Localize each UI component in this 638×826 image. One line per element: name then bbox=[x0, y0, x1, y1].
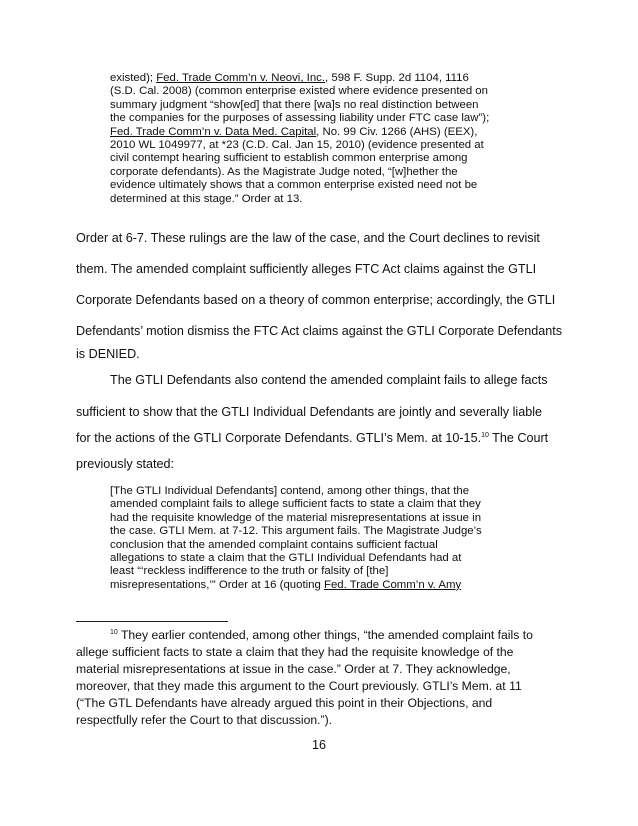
quote-line: conclusion that the amended complaint contains sufficient factual bbox=[110, 538, 438, 551]
footnote-line: respectfully refer the Court to that discussion.”). bbox=[76, 713, 333, 727]
quote-line: 2010 WL 1049977, at *23 (C.D. Cal. Jan 15, 2010) (evidence presented at bbox=[110, 139, 484, 152]
block-quote-1 bbox=[110, 72, 529, 206]
body-line: Order at 6-7. These rulings are the law of the case, and the Court declines to revisit bbox=[76, 231, 540, 245]
quote-line: (S.D. Cal. 2008) (common enterprise existed where evidence presented on bbox=[110, 85, 488, 98]
body-line: previously stated: bbox=[76, 457, 175, 471]
case-citation: Fed. Trade Comm’n v. Amy bbox=[324, 578, 462, 591]
body-line: The GTLI Defendants also contend the amended complaint fails to allege facts bbox=[110, 373, 548, 387]
body-line: sufficient to show that the GTLI Individual Defendants are jointly and severally liable bbox=[76, 405, 542, 419]
body-line: Corporate Defendants based on a theory of common enterprise; accordingly, the GTLI bbox=[76, 293, 556, 307]
block-quote-2 bbox=[110, 485, 529, 592]
quote-line: determined at this stage.” Order at 13. bbox=[110, 192, 303, 205]
quote-line: existed); Fed. Trade Comm’n v. Neovi, Inc., 598 F. Supp. 2d 1104, 1116 bbox=[110, 72, 469, 84]
body-line: is DENIED. bbox=[76, 347, 140, 361]
body-line: Defendants’ motion dismiss the FTC Act claims against the GTLI Corporate Defendants bbox=[76, 324, 562, 338]
quote-line: evidence ultimately shows that a common enterprise existed need not be bbox=[110, 179, 478, 192]
quote-line: allegations to state a claim that the GTLI Individual Defendants had at bbox=[110, 552, 462, 565]
quote-line: corporate defendants). As the Magistrate Judge noted, “[w]hether the bbox=[110, 165, 458, 178]
quote-line: [The GTLI Individual Defendants] contend, among other things, that the bbox=[110, 485, 470, 497]
footnote-line: moreover, that they made this argument to the Court previously. GTLI’s Mem. at 11 bbox=[76, 679, 522, 693]
quote-line: misrepresentations,’” Order at 16 (quoting Fed. Trade Comm’n v. Amy bbox=[110, 578, 462, 591]
footnote-line: allege sufficient facts to state a claim that they had the requisite knowledge of the bbox=[76, 645, 514, 659]
footnote-line: $^{10}$ They earlier contended, among other things, “the amended complaint fails to bbox=[110, 628, 533, 642]
body-line: for the actions of the GTLI Corporate Defendants. GTLI’s Mem. at 10-15.10 The Court bbox=[76, 431, 549, 445]
quote-line: amended complaint fails to allege sufficient facts to state a claim that they bbox=[110, 498, 481, 511]
quote-line: summary judgment “show[ed] that there [wa]s no real distinction between bbox=[110, 98, 479, 111]
quote-line: the case. GTLI Mem. at 7-12. This argument fails. The Magistrate Judge’s bbox=[110, 525, 482, 538]
footnote-line: (“The GTL Defendants have already argued this point in their Objections, and bbox=[76, 696, 493, 710]
quote-line: had the requisite knowledge of the material misrepresentations at issue in bbox=[110, 511, 482, 524]
case-citation: Fed. Trade Comm’n v. Neovi, Inc. bbox=[156, 72, 326, 84]
footnote-number: 10 bbox=[110, 629, 118, 636]
footnote-reference[interactable]: 10 bbox=[481, 432, 489, 439]
case-citation: Fed. Trade Comm’n v. Data Med. Capital bbox=[110, 125, 317, 138]
body-line: them. The amended complaint sufficiently alleges FTC Act claims against the GTLI bbox=[76, 262, 537, 276]
quote-line: Fed. Trade Comm’n v. Data Med. Capital, No. 99 Civ. 1266 (AHS) (EEX), bbox=[110, 125, 478, 138]
page-number: 16 bbox=[311, 738, 326, 752]
footnote-divider bbox=[76, 621, 228, 622]
quote-line: civil contempt hearing sufficient to establish common enterprise among bbox=[110, 152, 468, 165]
quote-line: the companies for the purposes of assessing liability under FTC case law”); bbox=[110, 112, 490, 125]
footnote-line: material misrepresentations at issue in the case.” Order at 7. They acknowledge, bbox=[76, 662, 511, 676]
quote-line: least “‘reckless indifference to the truth or falsity of [the] bbox=[110, 565, 389, 578]
